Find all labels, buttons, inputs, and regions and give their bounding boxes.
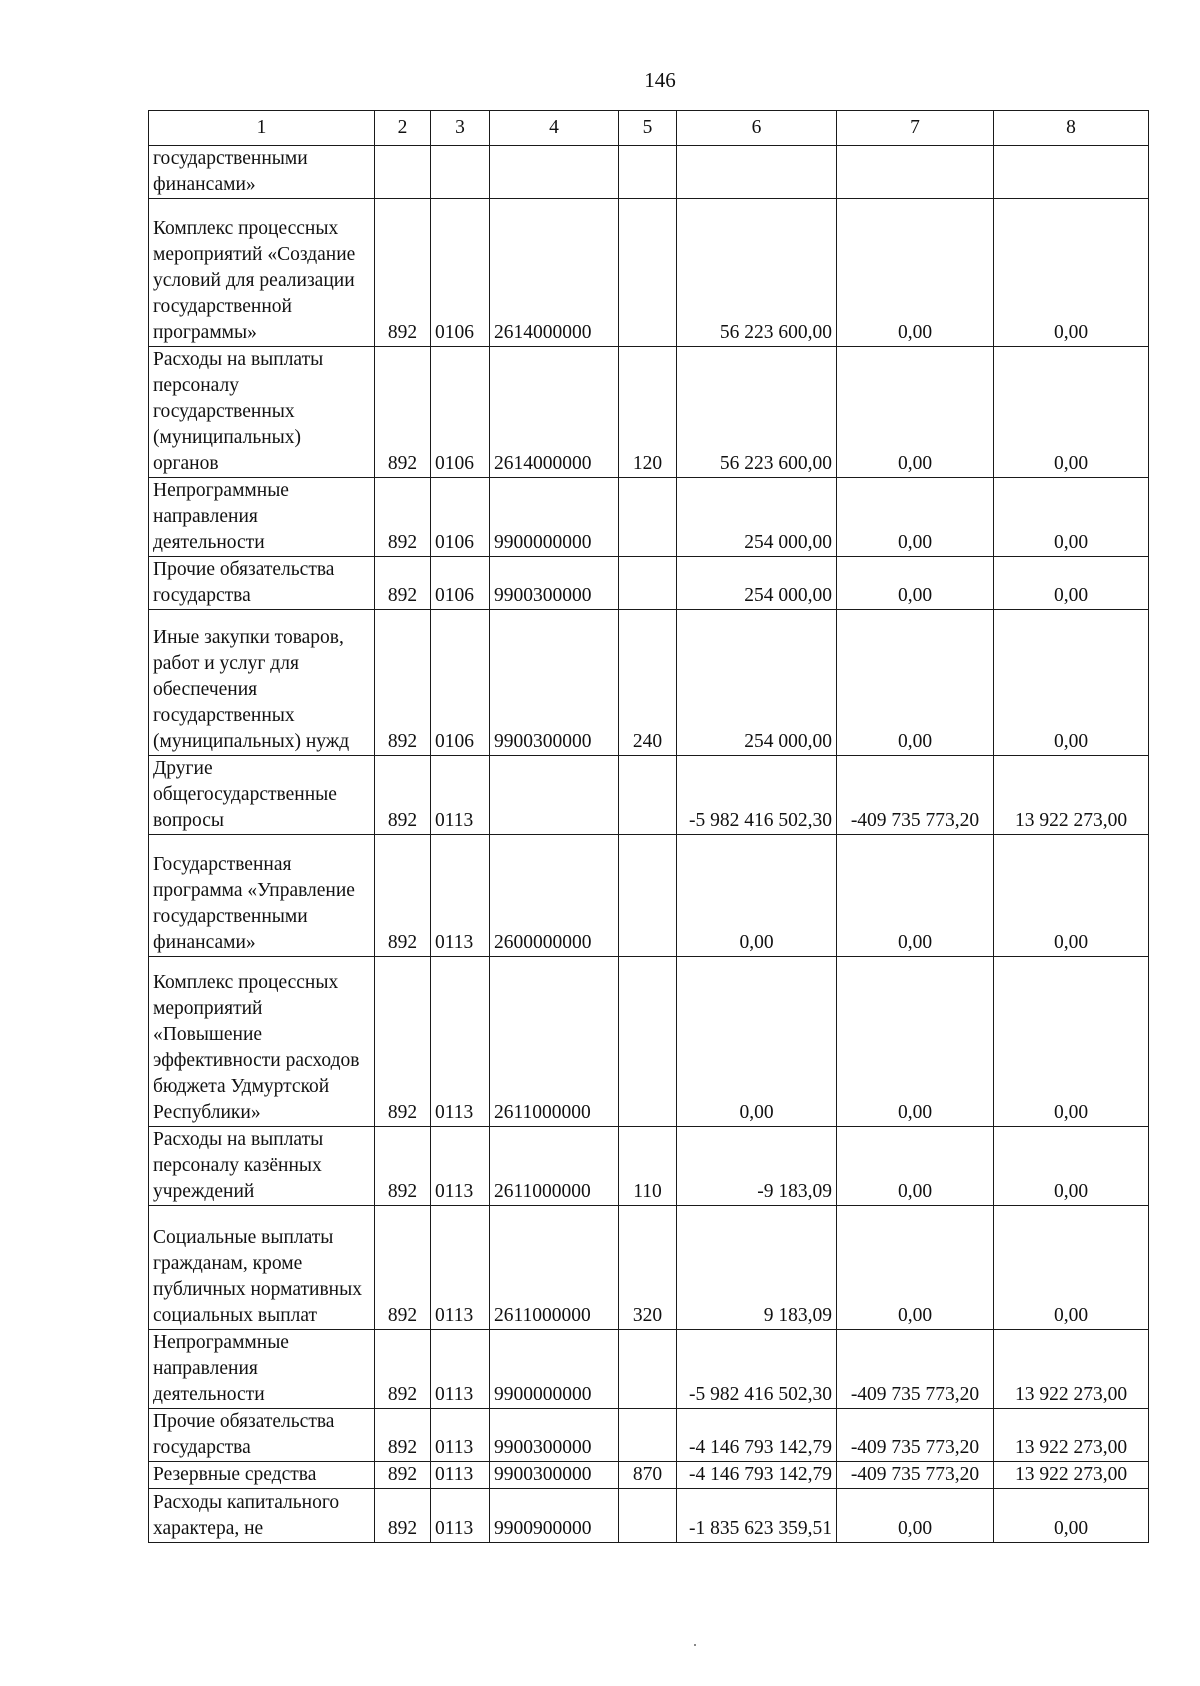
amount-col7-cell: -409 735 773,20 — [837, 1409, 994, 1462]
admin-code-cell: 892 — [375, 1330, 431, 1409]
page-number: 146 — [644, 68, 676, 92]
amount-col7-cell: -409 735 773,20 — [837, 756, 994, 835]
admin-code-cell: 892 — [375, 957, 431, 1127]
column-header-8: 8 — [994, 111, 1149, 146]
amount-col8-cell: 0,00 — [994, 557, 1149, 610]
amount-col8-cell: 0,00 — [994, 478, 1149, 557]
column-header-4: 4 — [490, 111, 619, 146]
expense-type-cell — [619, 478, 677, 557]
amount-col7-cell: 0,00 — [837, 347, 994, 478]
row-name-cell: Другие общегосударственные вопросы — [149, 756, 375, 835]
admin-code-cell: 892 — [375, 1409, 431, 1462]
expense-type-cell: 870 — [619, 1462, 677, 1489]
amount-col8-cell: 13 922 273,00 — [994, 1409, 1149, 1462]
section-code-cell: 0113 — [431, 1489, 490, 1543]
amount-col8-cell: 0,00 — [994, 1489, 1149, 1543]
expense-type-cell — [619, 199, 677, 347]
table-row — [149, 610, 1149, 756]
amount-col6-cell: 56 223 600,00 — [677, 347, 837, 478]
target-article-cell: 2614000000 — [490, 347, 619, 478]
row-name-cell: Прочие обязательства государства — [149, 1409, 375, 1462]
amount-col6-cell: 9 183,09 — [677, 1206, 837, 1330]
admin-code-cell: 892 — [375, 1489, 431, 1543]
budget-table — [148, 110, 1149, 1543]
amount-col7-cell: 0,00 — [837, 1206, 994, 1330]
target-article-cell: 2611000000 — [490, 1127, 619, 1206]
amount-col8-cell: 13 922 273,00 — [994, 756, 1149, 835]
section-code-cell: 0106 — [431, 557, 490, 610]
row-name-cell: Резервные средства — [149, 1462, 375, 1489]
amount-col7-cell: 0,00 — [837, 478, 994, 557]
amount-col6-cell — [677, 146, 837, 199]
row-name-cell: Комплекс процессных мероприятий «Повышение эффективности расходов бюджета Удмуртской Республики» — [149, 957, 375, 1127]
column-header-2: 2 — [375, 111, 431, 146]
row-name-cell: Прочие обязательства государства — [149, 557, 375, 610]
row-name-cell: Расходы на выплаты персоналу государственных (муниципальных) органов — [149, 347, 375, 478]
table-row — [149, 1409, 1149, 1462]
table-row — [149, 199, 1149, 347]
table-row — [149, 1462, 1149, 1489]
target-article-cell — [490, 146, 619, 199]
amount-col7-cell: -409 735 773,20 — [837, 1462, 994, 1489]
expense-type-cell — [619, 835, 677, 957]
table-row — [149, 1489, 1149, 1543]
amount-col8-cell: 0,00 — [994, 1206, 1149, 1330]
amount-col6-cell: -5 982 416 502,30 — [677, 1330, 837, 1409]
expense-type-cell: 240 — [619, 610, 677, 756]
expense-type-cell — [619, 557, 677, 610]
column-header-5: 5 — [619, 111, 677, 146]
column-header-7: 7 — [837, 111, 994, 146]
admin-code-cell: 892 — [375, 199, 431, 347]
table-row — [149, 478, 1149, 557]
amount-col7-cell: 0,00 — [837, 199, 994, 347]
amount-col6-cell: 254 000,00 — [677, 557, 837, 610]
admin-code-cell: 892 — [375, 610, 431, 756]
amount-col8-cell: 13 922 273,00 — [994, 1462, 1149, 1489]
expense-type-cell — [619, 1409, 677, 1462]
admin-code-cell: 892 — [375, 756, 431, 835]
table-row — [149, 146, 1149, 199]
amount-col8-cell — [994, 146, 1149, 199]
section-code-cell: 0113 — [431, 835, 490, 957]
expense-type-cell — [619, 1330, 677, 1409]
amount-col8-cell: 0,00 — [994, 835, 1149, 957]
target-article-cell: 9900300000 — [490, 610, 619, 756]
admin-code-cell: 892 — [375, 1462, 431, 1489]
amount-col7-cell: 0,00 — [837, 835, 994, 957]
row-name-cell: Расходы капитального характера, не — [149, 1489, 375, 1543]
admin-code-cell: 892 — [375, 478, 431, 557]
amount-col6-cell: -5 982 416 502,30 — [677, 756, 837, 835]
table-body — [149, 146, 1149, 1543]
expense-type-cell — [619, 146, 677, 199]
amount-col8-cell: 0,00 — [994, 347, 1149, 478]
expense-type-cell: 120 — [619, 347, 677, 478]
amount-col6-cell: 254 000,00 — [677, 478, 837, 557]
target-article-cell: 9900300000 — [490, 1462, 619, 1489]
section-code-cell — [431, 146, 490, 199]
amount-col6-cell: -9 183,09 — [677, 1127, 837, 1206]
amount-col8-cell: 0,00 — [994, 1127, 1149, 1206]
target-article-cell: 9900300000 — [490, 1409, 619, 1462]
section-code-cell: 0113 — [431, 1127, 490, 1206]
scan-speck — [694, 1644, 696, 1646]
section-code-cell: 0106 — [431, 610, 490, 756]
table-row — [149, 557, 1149, 610]
row-name-cell: Государственная программа «Управление государственными финансами» — [149, 835, 375, 957]
section-code-cell: 0106 — [431, 199, 490, 347]
amount-col6-cell: -1 835 623 359,51 — [677, 1489, 837, 1543]
section-code-cell: 0113 — [431, 1462, 490, 1489]
target-article-cell: 2611000000 — [490, 1206, 619, 1330]
section-code-cell: 0106 — [431, 347, 490, 478]
admin-code-cell: 892 — [375, 835, 431, 957]
row-name-cell: Комплекс процессных мероприятий «Создание условий для реализации государственной программы» — [149, 199, 375, 347]
expense-type-cell: 320 — [619, 1206, 677, 1330]
target-article-cell: 9900000000 — [490, 1330, 619, 1409]
expense-type-cell: 110 — [619, 1127, 677, 1206]
amount-col7-cell: 0,00 — [837, 557, 994, 610]
table-row — [149, 1330, 1149, 1409]
admin-code-cell: 892 — [375, 557, 431, 610]
admin-code-cell: 892 — [375, 347, 431, 478]
amount-col7-cell: -409 735 773,20 — [837, 1330, 994, 1409]
table-row — [149, 1127, 1149, 1206]
amount-col7-cell: 0,00 — [837, 1489, 994, 1543]
target-article-cell: 2614000000 — [490, 199, 619, 347]
row-name-cell: Непрограммные направления деятельности — [149, 1330, 375, 1409]
row-name-cell: государственными финансами» — [149, 146, 375, 199]
amount-col7-cell: 0,00 — [837, 610, 994, 756]
row-name-cell: Социальные выплаты гражданам, кроме публичных нормативных социальных выплат — [149, 1206, 375, 1330]
amount-col7-cell: 0,00 — [837, 957, 994, 1127]
section-code-cell: 0113 — [431, 1409, 490, 1462]
target-article-cell: 9900900000 — [490, 1489, 619, 1543]
expense-type-cell — [619, 756, 677, 835]
table-row — [149, 957, 1149, 1127]
target-article-cell: 2611000000 — [490, 957, 619, 1127]
amount-col7-cell: 0,00 — [837, 1127, 994, 1206]
expense-type-cell — [619, 957, 677, 1127]
column-header-3: 3 — [431, 111, 490, 146]
row-name-cell: Иные закупки товаров, работ и услуг для обеспечения государственных (муниципальных) нужд — [149, 610, 375, 756]
target-article-cell: 9900000000 — [490, 478, 619, 557]
row-name-cell: Расходы на выплаты персоналу казённых учреждений — [149, 1127, 375, 1206]
target-article-cell: 9900300000 — [490, 557, 619, 610]
amount-col8-cell: 0,00 — [994, 610, 1149, 756]
amount-col6-cell: 0,00 — [677, 957, 837, 1127]
section-code-cell: 0113 — [431, 957, 490, 1127]
amount-col8-cell: 0,00 — [994, 199, 1149, 347]
admin-code-cell — [375, 146, 431, 199]
admin-code-cell: 892 — [375, 1127, 431, 1206]
amount-col8-cell: 13 922 273,00 — [994, 1330, 1149, 1409]
column-header-1: 1 — [149, 111, 375, 146]
expense-type-cell — [619, 1489, 677, 1543]
table-header-row — [149, 111, 1149, 146]
table-row — [149, 347, 1149, 478]
column-header-6: 6 — [677, 111, 837, 146]
target-article-cell — [490, 756, 619, 835]
row-name-cell: Непрограммные направления деятельности — [149, 478, 375, 557]
amount-col6-cell: -4 146 793 142,79 — [677, 1409, 837, 1462]
section-code-cell: 0113 — [431, 1206, 490, 1330]
amount-col6-cell: 0,00 — [677, 835, 837, 957]
table-row — [149, 835, 1149, 957]
section-code-cell: 0106 — [431, 478, 490, 557]
amount-col7-cell — [837, 146, 994, 199]
amount-col6-cell: 254 000,00 — [677, 610, 837, 756]
table-row — [149, 756, 1149, 835]
section-code-cell: 0113 — [431, 1330, 490, 1409]
amount-col6-cell: 56 223 600,00 — [677, 199, 837, 347]
table-row — [149, 1206, 1149, 1330]
target-article-cell: 2600000000 — [490, 835, 619, 957]
section-code-cell: 0113 — [431, 756, 490, 835]
amount-col8-cell: 0,00 — [994, 957, 1149, 1127]
amount-col6-cell: -4 146 793 142,79 — [677, 1462, 837, 1489]
admin-code-cell: 892 — [375, 1206, 431, 1330]
